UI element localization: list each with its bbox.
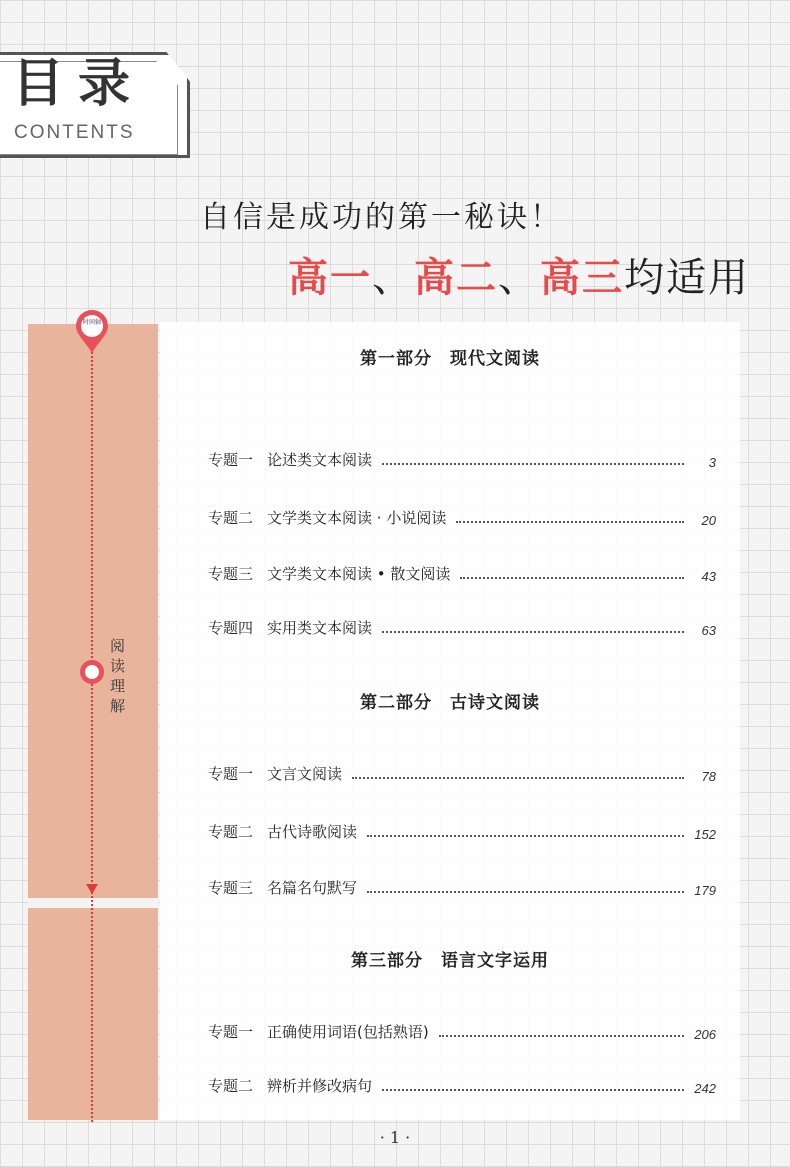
slogan-tail: 均适用 xyxy=(624,255,750,301)
toc-entry-page: 242 xyxy=(694,1081,716,1096)
toc-entry-page: 3 xyxy=(708,455,716,470)
toc-entry-number: 专题一 xyxy=(208,765,254,783)
toc-entry-number: 专题一 xyxy=(208,451,254,469)
toc-entry[interactable] xyxy=(208,616,716,638)
leader-dots xyxy=(460,577,684,579)
toc-entry[interactable] xyxy=(208,820,716,842)
toc-entry[interactable] xyxy=(208,506,716,528)
part-title: 第二部分 古诗文阅读 xyxy=(360,693,540,713)
toc-entry-name: 文学类文本阅读 · 小说阅读 xyxy=(267,509,447,527)
contents-panel xyxy=(160,322,740,1120)
toc-entry-page: 63 xyxy=(701,623,716,638)
toc-entry-number: 专题三 xyxy=(208,879,254,897)
toc-entry-name: 论述类文本阅读 xyxy=(267,451,373,469)
toc-entry[interactable] xyxy=(208,562,716,584)
slogan-grade-1: 高一 xyxy=(288,254,372,301)
toc-entry[interactable] xyxy=(208,1020,716,1042)
part-title: 第一部分 现代文阅读 xyxy=(360,349,540,369)
timeline-bar-upper xyxy=(28,324,158,898)
slogan-line-1: 自信是成功的第一秘诀！ xyxy=(200,200,563,235)
toc-entry[interactable] xyxy=(208,1074,716,1096)
toc-entry-number: 专题一 xyxy=(208,1023,254,1041)
toc-entry-number: 专题二 xyxy=(208,823,254,841)
toc-entry-page: 206 xyxy=(694,1027,716,1042)
toc-entry[interactable] xyxy=(208,448,716,470)
leader-dots xyxy=(382,1089,684,1091)
toc-entry-number: 专题三 xyxy=(208,565,254,583)
slogan-grade-3: 高三 xyxy=(540,254,624,301)
page-title: 目录 xyxy=(12,53,145,114)
toc-entry-name: 古代诗歌阅读 xyxy=(267,823,358,841)
timeline-dotted-line xyxy=(91,352,93,1122)
timeline-marker-dot xyxy=(80,660,104,684)
slogan-line-2 xyxy=(288,246,750,303)
toc-entry-name: 文言文阅读 xyxy=(267,765,343,783)
timeline-label: 阅读理解 xyxy=(110,637,126,715)
toc-entry[interactable] xyxy=(208,876,716,898)
toc-entry-number: 专题二 xyxy=(208,509,254,527)
slogan-sep-1: 、 xyxy=(372,255,414,301)
slogan-grade-2: 高二 xyxy=(414,254,498,301)
toc-entry-page: 179 xyxy=(694,883,716,898)
toc-entry-number: 专题四 xyxy=(208,619,254,637)
leader-dots xyxy=(367,835,684,837)
toc-entry-name: 文学类文本阅读 • 散文阅读 xyxy=(267,565,451,583)
toc-entry-number: 专题二 xyxy=(208,1077,254,1095)
leader-dots xyxy=(382,631,684,633)
timeline-arrow-icon xyxy=(86,884,98,894)
toc-entry[interactable] xyxy=(208,762,716,784)
part-title: 第三部分 语言文字运用 xyxy=(351,951,549,971)
leader-dots xyxy=(352,777,684,779)
toc-entry-page: 78 xyxy=(701,769,716,784)
map-pin-text: 时间轴 xyxy=(82,319,102,326)
toc-entry-name: 名篇名句默写 xyxy=(267,879,358,897)
toc-entry-page: 152 xyxy=(694,827,716,842)
toc-entry-page: 43 xyxy=(701,569,716,584)
leader-dots xyxy=(439,1035,684,1037)
leader-dots xyxy=(367,891,684,893)
toc-entry-name: 实用类文本阅读 xyxy=(267,619,373,637)
toc-entry-page: 20 xyxy=(701,513,716,528)
map-pin-icon xyxy=(74,310,110,354)
page-subtitle: CONTENTS xyxy=(14,122,135,143)
page-number: · 1 · xyxy=(379,1128,411,1147)
timeline-gap xyxy=(28,898,158,908)
toc-entry-name: 正确使用词语(包括熟语) xyxy=(267,1023,429,1041)
timeline-bar-lower xyxy=(28,908,158,1120)
slogan-sep-2: 、 xyxy=(498,255,540,301)
leader-dots xyxy=(382,463,684,465)
toc-entry-name: 辨析并修改病句 xyxy=(267,1077,373,1095)
leader-dots xyxy=(456,521,684,523)
timeline xyxy=(28,319,158,1120)
